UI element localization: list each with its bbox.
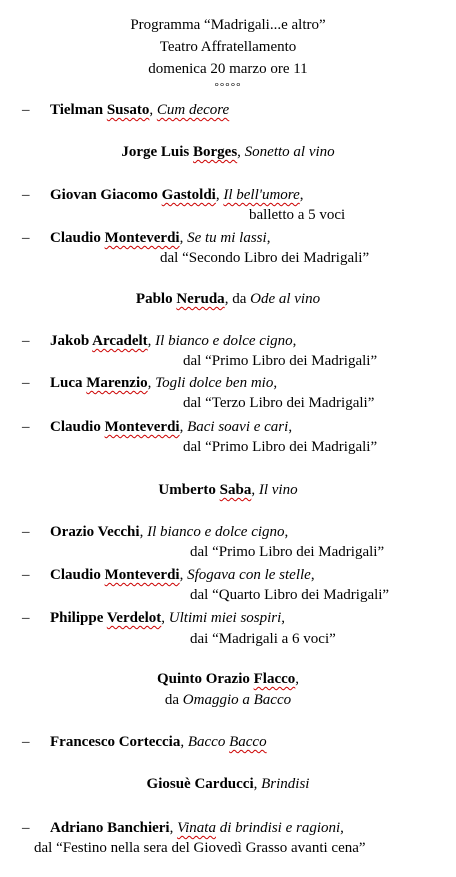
- piece-title: Cum decore: [156, 102, 230, 118]
- composer-name: Claudio Monteverdi: [50, 230, 180, 246]
- poem-title: Il vino: [258, 482, 298, 498]
- piece-title: Togli dolce ben mio: [155, 375, 274, 391]
- list-dash: –: [22, 820, 30, 836]
- composer-name: Adriano Banchieri: [50, 820, 170, 836]
- composer-name: Luca Marenzio: [50, 375, 148, 391]
- venue: Teatro Affratellamento: [159, 39, 297, 55]
- composer-name: Orazio Vecchi: [50, 524, 140, 540]
- piece-source: dal “Primo Libro dei Madrigali”: [190, 544, 385, 560]
- poetry-reading: Jorge Luis Borges, Sonetto al vino: [121, 144, 335, 160]
- composer-name: Francesco Corteccia: [50, 734, 181, 750]
- piece-title: Il bianco e dolce cigno: [155, 333, 293, 349]
- program-title: Programma “Madrigali...e altro”: [130, 17, 326, 33]
- piece-source: dal “Primo Libro dei Madrigali”: [183, 353, 378, 369]
- poem-title: Brindisi: [261, 776, 310, 792]
- list-dash: –: [22, 102, 30, 118]
- poet-name: Jorge Luis Borges: [121, 144, 238, 160]
- piece-source: dal “Quarto Libro dei Madrigali”: [190, 587, 390, 603]
- list-dash: –: [22, 419, 30, 435]
- piece-source: dal “Primo Libro dei Madrigali”: [183, 439, 378, 455]
- poem-title: Ode al vino: [250, 291, 321, 307]
- piece-title: Il bianco e dolce cigno: [147, 524, 285, 540]
- poem-title: Omaggio a Bacco: [182, 692, 292, 708]
- list-dash: –: [22, 524, 30, 540]
- poetry-reading: Quinto Orazio Flacco,: [156, 671, 300, 687]
- piece-title: Ultimi miei sospiri: [168, 610, 282, 626]
- composer-name: Jakob Arcadelt: [50, 333, 148, 349]
- piece-title: Bacco Bacco: [187, 734, 267, 750]
- piece-title: Sfogava con le stelle: [187, 567, 311, 583]
- piece-source: dai “Madrigali a 6 voci”: [190, 631, 336, 647]
- piece-source: dal “Festino nella sera del Giovedì Grasso avanti cena”: [34, 840, 366, 856]
- poet-name: Pablo Neruda: [135, 291, 225, 307]
- list-dash: –: [22, 333, 30, 349]
- piece-source: dal “Secondo Libro dei Madrigali”: [160, 250, 370, 266]
- list-dash: –: [22, 734, 30, 750]
- poet-name: Quinto Orazio Flacco: [156, 671, 296, 687]
- poetry-reading: Pablo Neruda, da Ode al vino: [135, 291, 321, 307]
- poetry-source: da Omaggio a Bacco: [164, 692, 292, 708]
- composer-name: Tielman Susato: [50, 102, 150, 118]
- poetry-reading: Umberto Saba, Il vino: [158, 482, 298, 498]
- piece-source: balletto a 5 voci: [249, 207, 346, 223]
- date-time: domenica 20 marzo ore 11: [148, 61, 308, 77]
- poet-name: Umberto Saba: [158, 482, 252, 498]
- poetry-reading: Giosuè Carducci, Brindisi: [146, 776, 310, 792]
- composer-name: Giovan Giacomo Gastoldi: [50, 187, 216, 203]
- list-dash: –: [22, 610, 30, 626]
- piece-title: Se tu mi lassi: [187, 230, 267, 246]
- poem-title: Sonetto al vino: [244, 144, 335, 160]
- piece-title: Il bell'umore: [223, 187, 300, 203]
- piece-source: dal “Terzo Libro dei Madrigali”: [183, 395, 375, 411]
- composer-name: Claudio Monteverdi: [50, 419, 180, 435]
- list-dash: –: [22, 375, 30, 391]
- piece-title: Baci soavi e cari: [187, 419, 289, 435]
- composer-name: Claudio Monteverdi: [50, 567, 180, 583]
- concert-program-page: Programma “Madrigali...e altro” Teatro Affratellamento domenica 20 marzo ore 11 °°°°° – Tielman Susato, Cum decore Jorge Luis Borges, Sonetto al vino – Giovan Giacomo Gastoldi, Il bell'umore, balletto a 5 voci – Claudio Monteverdi, Se tu mi lassi, dal “Secondo Libro dei Madrigali” Pablo Neruda, da Ode al vino – Jakob Arcadelt, Il bianco e dolce cigno, dal “Primo Libro dei Madrigali” – Luca Marenzio, Togli dolce ben mio, dal “Terzo Libro dei Madrigali” – Claudio Monteverdi, Baci soavi e cari, dal “Primo Libro dei Madrigali” Umberto Saba, Il vino – Orazio Vecchi, Il bianco e dolce cigno, dal “Primo Libro dei Madrigali” – Claudio Monteverdi, Sfogava con le stelle, dal “Quarto Libro dei Madrigali” – Philippe Verdelot, Ultimi miei sospiri, dai “Madrigali a 6 voci” Quinto Orazio Flacco, da Omaggio a Bacco – Francesco Corteccia, Bacco Bacco Giosuè Carducci, Brindisi – Adriano Banchieri, Vinata di brindisi e ragioni, dal “Festino nella sera del Giovedì Grasso avanti cena”: [0, 0, 456, 877]
- poet-name: Giosuè Carducci: [146, 776, 254, 792]
- piece-title: Vinata di brindisi e ragioni: [177, 820, 341, 836]
- list-dash: –: [22, 567, 30, 583]
- list-dash: –: [22, 187, 30, 203]
- separator-dots: °°°°°: [214, 81, 242, 93]
- program-header: [0, 14, 456, 94]
- list-dash: –: [22, 230, 30, 246]
- composer-name: Philippe Verdelot: [50, 610, 162, 626]
